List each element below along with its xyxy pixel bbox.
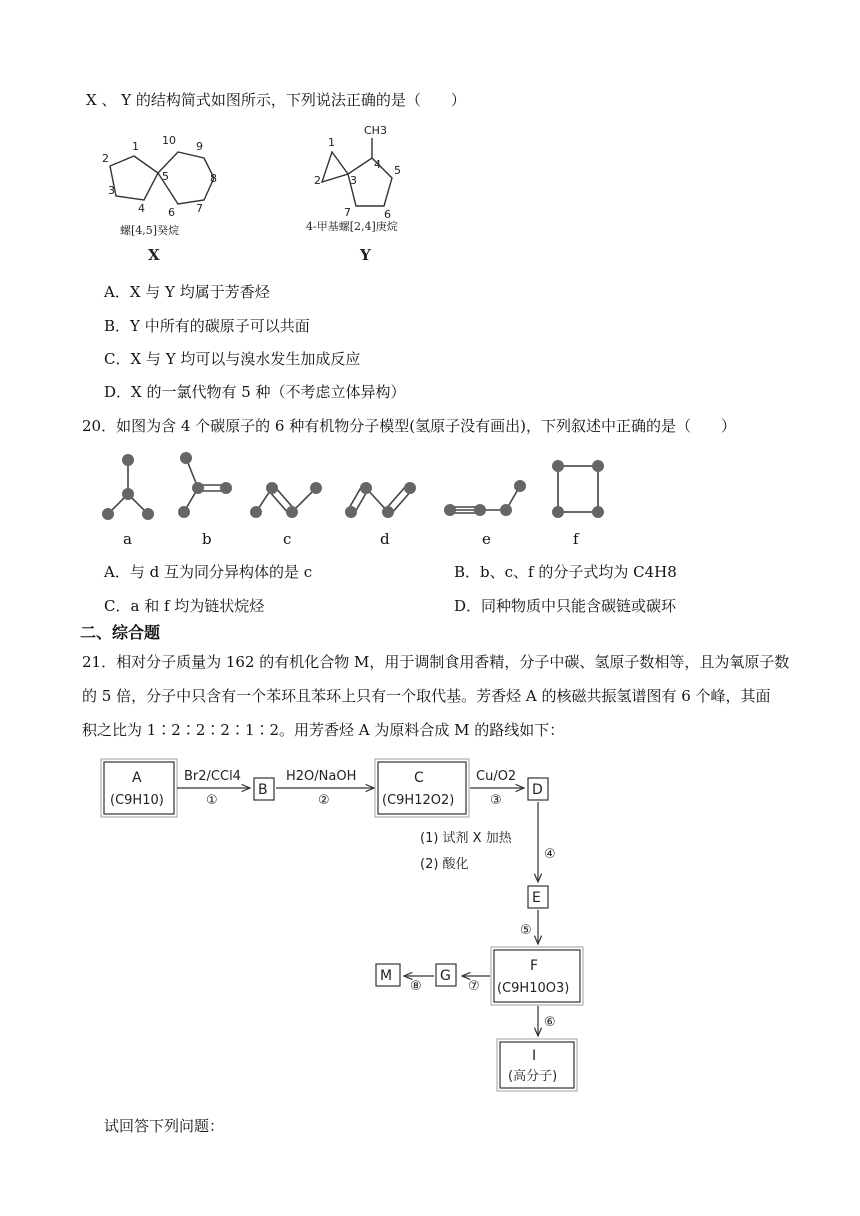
structure-x-name: 螺[4,5]癸烷 [120, 224, 180, 237]
atom-label: 5 [394, 164, 401, 177]
cyclopentane-ring [110, 156, 158, 200]
structure-x-letter: X [148, 246, 160, 264]
section-title: 二、综合题 [80, 623, 161, 642]
q19-stem: X 、 Y 的结构简式如图所示，下列说法正确的是（ ） [86, 91, 466, 109]
atom-label: 7 [196, 202, 203, 215]
atom-label: 2 [102, 152, 109, 165]
formula-c: (C9H12O2) [382, 793, 455, 808]
q21-prompt: 试回答下列问题： [104, 1117, 225, 1135]
q21-line-1: 21．相对分子质量为 162 的有机化合物 M，用于调制食用香精，分子中碳、氢原子数相等，且为氧原子数 [82, 653, 790, 671]
label-i: I [532, 1048, 537, 1064]
q21-line-3: 积之比为 1∶2∶2∶2∶1∶2。用芳香烃 A 为原料合成 M 的路线如下： [82, 721, 565, 739]
q20-option-d[interactable]: D．同种物质中只能含碳链或碳环 [454, 597, 677, 615]
reagent-1: Br2/CCl4 [184, 769, 241, 784]
q19-option-c[interactable]: C．X 与 Y 均可以与溴水发生加成反应 [104, 350, 361, 368]
step-8: ⑧ [410, 979, 422, 994]
atom-label: 2 [314, 174, 321, 187]
atom-label: 8 [210, 172, 217, 185]
model-b [178, 452, 232, 548]
atom-label: 1 [328, 136, 335, 149]
atom-label: 4 [138, 202, 145, 215]
step-2: ② [318, 793, 330, 808]
formula-f: (C9H10O3) [497, 981, 570, 996]
structure-y-letter: Y [360, 246, 371, 264]
cyclopropane-ring [322, 152, 348, 182]
model-label-f: f [573, 530, 579, 548]
step-7: ⑦ [468, 979, 480, 994]
synthesis-flowchart [100, 756, 620, 1096]
atom-label: 3 [350, 174, 357, 187]
note-i: (高分子) [508, 1069, 558, 1084]
step-4: ④ [544, 847, 556, 862]
structure-y-name: 4-甲基螺[2,4]庚烷 [306, 220, 398, 233]
model-f [552, 460, 604, 548]
methyl-label: CH3 [364, 124, 387, 137]
label-m: M [380, 968, 393, 984]
label-f: F [530, 958, 539, 974]
structure-x-diagram [96, 128, 246, 268]
q19-option-d[interactable]: D．X 的一氯代物有 5 种（不考虑立体异构） [104, 383, 406, 401]
reagent-2: H2O/NaOH [286, 769, 357, 784]
step-4-condition-1: (1) 试剂 X 加热 [420, 831, 512, 846]
atom-label: 4 [374, 158, 381, 171]
model-e [444, 480, 526, 548]
atom-label: 10 [162, 134, 176, 147]
q20-option-a[interactable]: A．与 d 互为同分异构体的是 c [104, 563, 313, 581]
atom-label: 9 [196, 140, 203, 153]
q21-line-2: 的 5 倍，分子中只含有一个苯环且苯环上只有一个取代基。芳香烃 A 的核磁共振氢谱图有 6 个峰，其面 [82, 687, 771, 705]
label-c: C [414, 770, 424, 786]
reagent-3: Cu/O2 [476, 769, 517, 784]
step-3: ③ [490, 793, 502, 808]
model-a [102, 454, 154, 548]
q19-option-b[interactable]: B．Y 中所有的碳原子可以共面 [104, 317, 310, 335]
atom-label: 7 [344, 206, 351, 219]
label-b: B [258, 782, 268, 798]
q20-option-b[interactable]: B．b、c、f 的分子式均为 C4H8 [454, 563, 677, 581]
model-d [345, 482, 416, 548]
model-label-a: a [123, 530, 132, 548]
atom-label: 6 [168, 206, 175, 219]
model-label-d: d [380, 530, 390, 548]
atom-label: 3 [108, 184, 115, 197]
label-d: D [532, 782, 543, 798]
step-1: ① [206, 793, 218, 808]
atom-label: 6 [384, 208, 391, 221]
model-label-c: c [283, 530, 292, 548]
step-6: ⑥ [544, 1015, 556, 1030]
molecule-models [96, 448, 636, 552]
label-e: E [532, 890, 541, 906]
step-4-condition-2: (2) 酸化 [420, 857, 469, 872]
atom-label: 5 [162, 170, 169, 183]
q19-option-a[interactable]: A．X 与 Y 均属于芳香烃 [104, 283, 270, 301]
formula-a: (C9H10) [110, 793, 164, 808]
structure-y-diagram [302, 122, 452, 268]
q20-option-c[interactable]: C．a 和 f 均为链状烷烃 [104, 597, 265, 615]
model-label-e: e [482, 530, 491, 548]
label-a: A [132, 770, 142, 786]
atom-label: 1 [132, 140, 139, 153]
model-label-b: b [202, 530, 212, 548]
q20-stem: 20．如图为含 4 个碳原子的 6 种有机物分子模型(氢原子没有画出)，下列叙述中正确的是（ ） [82, 417, 736, 435]
label-g: G [440, 968, 451, 984]
model-c [250, 482, 322, 548]
step-5: ⑤ [520, 923, 532, 938]
